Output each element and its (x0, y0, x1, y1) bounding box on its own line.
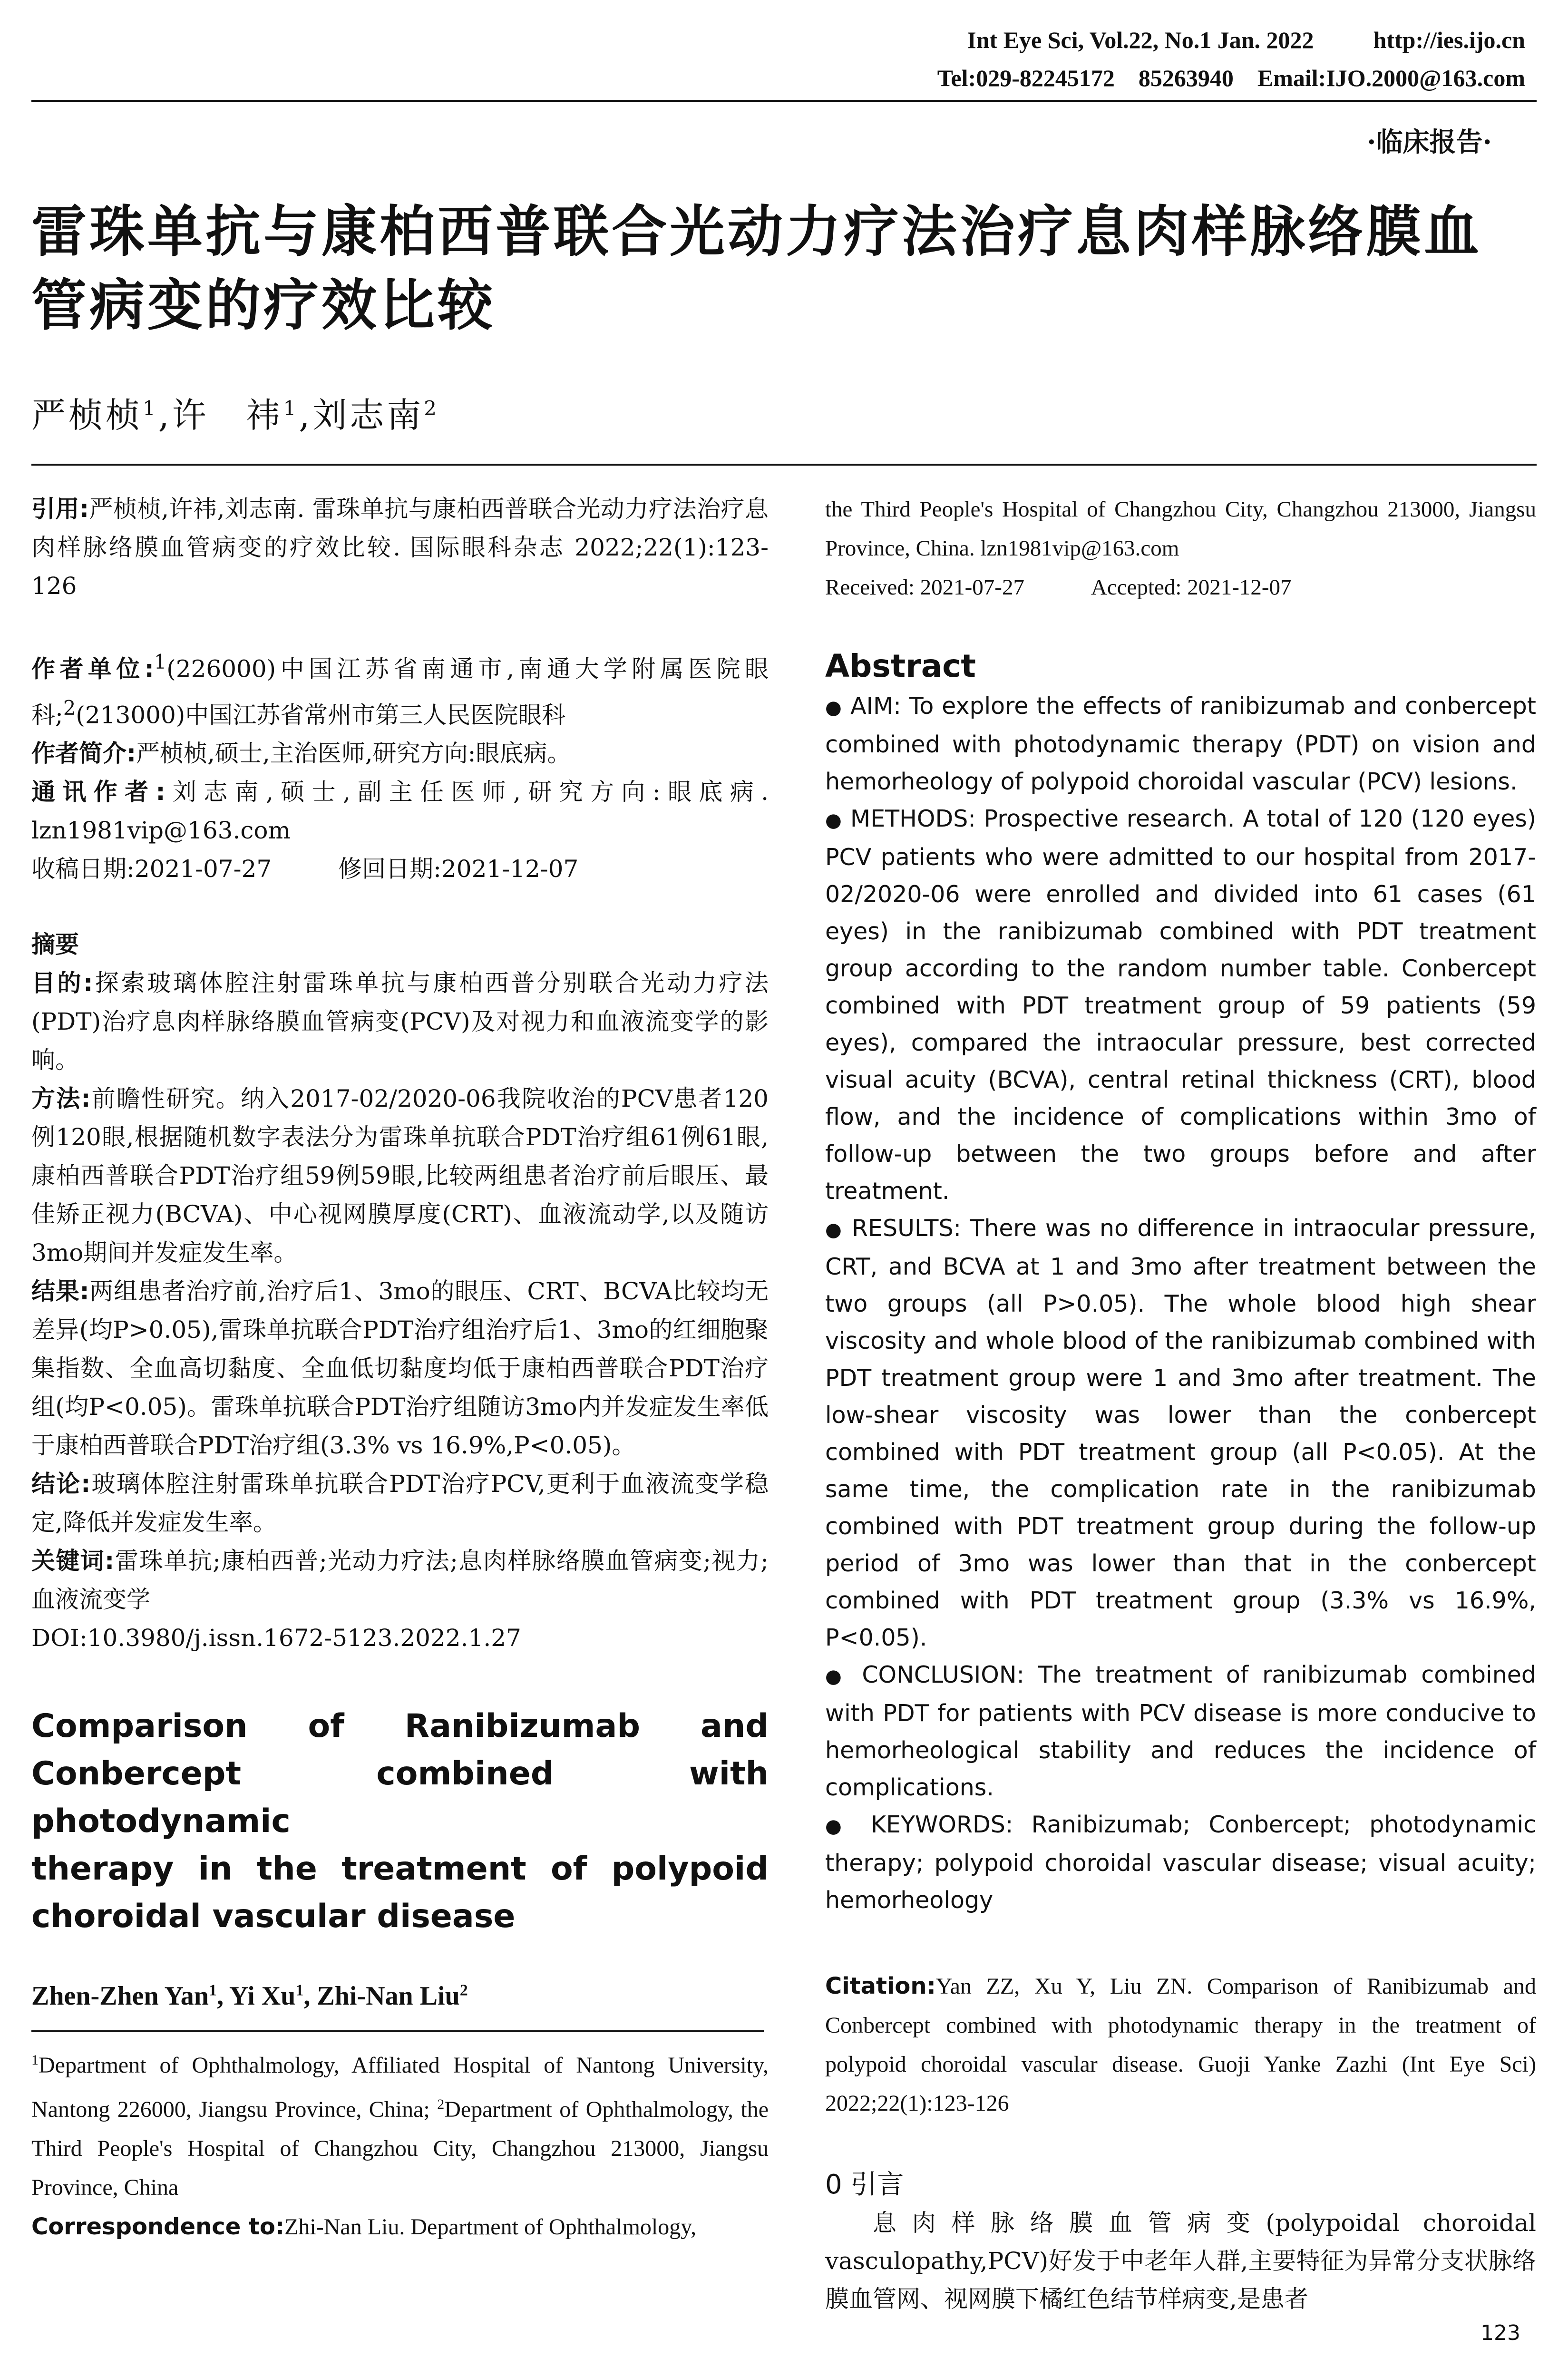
english-title: Comparison of Ranibizumab and Conbercept combined with photodynamic therapy in the treatment of polypoid choroidal vascular disease (31, 1707, 769, 1936)
journal-info-line: Int Eye Sci, Vol.22, No.1 Jan. 2022 http://ies.ijo.cn (967, 27, 1525, 53)
abstract-aim-cn: 目的:探索玻璃体腔注射雷珠单抗与康柏西普分别联合光动力疗法(PDT)治疗息肉样脉络膜血管病变(PCV)及对视力和血液流变学的影响。 (31, 969, 769, 1074)
abstract-conclusion: ● CONCLUSION: The treatment of ranibizumab combined with PDT for patients with PCV disease is more conducive to hemorheological stability and reduces the incidence of complications. (825, 1661, 1537, 1801)
english-dates: Received: 2021-07-27 Accepted: 2021-12-07 (825, 575, 1292, 600)
author-name: ,许 祎 (158, 395, 283, 435)
author-list (31, 388, 439, 437)
article-title: 雷珠单抗与康柏西普联合光动力疗法治疗息肉样脉络膜血管病变的疗效比较 (31, 200, 1482, 338)
author-affil-mark: 2 (424, 397, 439, 420)
affiliation-cn: 作者单位:$^1$(226000)中国江苏省南通市,南通大学附属医院眼科;$^2$(213000)中国江苏省常州市第三人民医院眼科 (31, 650, 769, 729)
abstract-aim: ● AIM: To explore the effects of ranibizumab and conbercept combined with photodynamic therapy (PDT) on vision and hemorheology of polypoid choroidal vascular (PCV) lesions. (825, 692, 1537, 795)
citation-cn: 引用:严桢桢,许祎,刘志南. 雷珠单抗与康柏西普联合光动力疗法治疗息肉样脉络膜血管病变的疗效比较. 国际眼科杂志 2022;22(1):123-126 (31, 495, 769, 600)
author-affil-mark: 1 (143, 397, 158, 420)
dates-cn: 收稿日期:2021-07-27 修回日期:2021-12-07 (31, 855, 579, 883)
keywords-cn: 关键词:雷珠单抗;康柏西普;光动力疗法;息肉样脉络膜血管病变;视力;血液流变学 (31, 1547, 769, 1614)
bullet-icon: ● (825, 1666, 848, 1687)
author-name: ,刘志南 (299, 395, 424, 435)
abstract-heading: Abstract (825, 648, 976, 684)
correspondence-cn: 通讯作者:刘志南,硕士,副主任医师,研究方向:眼底病. lzn1981vip@163.com (31, 778, 769, 845)
abstract-methods: ● METHODS: Prospective research. A total of 120 (120 eyes) PCV patients who were admitted to our hospital from 2017-02/2020-06 were enrolled and divided into 61 cases (61 eyes) in the ranibizumab combined with PDT treatment group according to the random number table. Conbercept combined with PDT treatment group of 59 patients (59 eyes), compared the intraocular pressure, best corrected visual acuity (BCVA), central retinal thickness (CRT), blood flow, and the incidence of complications within 3mo of follow-up between the two groups before and after treatment. (825, 805, 1537, 1205)
english-author-list: Zhen-Zhen Yan$^1$, Yi Xu$^1$, Zhi-Nan Liu$^2$ (31, 1981, 468, 2011)
bullet-icon: ● (825, 809, 843, 831)
author-name: 严桢桢 (31, 395, 143, 435)
english-affiliation: $^1$Department of Ophthalmology, Affiliated Hospital of Nantong University, Nantong 226000, Jiangsu Province, China; $^2$Department of Ophthalmology, the Third People's Hospital of Changzhou City, Changzhou 213000, Jiangsu Province, China (31, 2052, 769, 2201)
abstract-heading-cn: 摘要 (31, 931, 79, 959)
abstract-methods-cn: 方法:前瞻性研究。纳入2017-02/2020-06我院收治的PCV患者120例120眼,根据随机数字表法分为雷珠单抗联合PDT治疗组61例61眼,康柏西普联合PDT治疗组59例59眼,比较两组患者治疗前后眼压、最佳矫正视力(BCVA)、中心视网膜厚度(CRT)、血液流动学,以及随访3mo期间并发症发生率。 (31, 1085, 769, 1267)
doi: DOI:10.3980/j.issn.1672-5123.2022.1.27 (31, 1624, 521, 1652)
bullet-icon: ● (825, 697, 843, 719)
bullet-icon: ● (825, 1815, 853, 1837)
abstract-results-cn: 结果:两组患者治疗前,治疗后1、3mo的眼压、CRT、BCVA比较均无差异(均P>0.05),雷珠单抗联合PDT治疗组治疗后1、3mo的红细胞聚集指数、全血高切黏度、全血低切黏度均低于康柏西普联合PDT治疗组(均P<0.05)。雷珠单抗联合PDT治疗组随访3mo内并发症发生率低于康柏西普联合PDT治疗组(3.3% vs 16.9%,P<0.05)。 (31, 1277, 769, 1460)
journal-contact-line: Tel:029-82245172 85263940 Email:IJO.2000@163.com (937, 65, 1525, 91)
header-divider (31, 100, 1537, 102)
author-bio-cn: 作者简介:严桢桢,硕士,主治医师,研究方向:眼底病。 (31, 740, 571, 768)
title-divider (31, 464, 1537, 466)
left-column (31, 490, 769, 2247)
abstract-conclusion-cn: 结论:玻璃体腔注射雷珠单抗联合PDT治疗PCV,更利于血液流变学稳定,降低并发症发生率。 (31, 1470, 769, 1537)
right-column (825, 490, 1536, 2318)
english-correspondence-cont: the Third People's Hospital of Changzhou City, Changzhou 213000, Jiangsu Province, China. lzn1981vip@163.com (825, 497, 1536, 561)
abstract-results: ● RESULTS: There was no difference in intraocular pressure, CRT, and BCVA at 1 and 3mo after treatment between the two groups (all P>0.05). The whole blood high shear viscosity and whole blood of the ranibizumab combined with PDT treatment group were 1 and 3mo after treatment. The low-shear viscosity was lower than the conbercept combined with PDT treatment group (all P<0.05). At the same time, the complication rate in the ranibizumab combined with PDT treatment group during the follow-up period of 3mo was lower than that in the conbercept combined with PDT treatment group (3.3% vs 16.9%, P<0.05). (825, 1215, 1537, 1651)
bullet-icon: ● (825, 1219, 843, 1241)
english-citation: Citation:Yan ZZ, Xu Y, Liu ZN. Comparison of Ranibizumab and Conbercept combined with photodynamic therapy in the treatment of polypoid choroidal vascular disease. Guoji Yanke Zazhi (Int Eye Sci) 2022;22(1):123-126 (825, 1973, 1536, 2116)
abstract-keywords: ● KEYWORDS: Ranibizumab; Conbercept; photodynamic therapy; polypoid choroidal vascular disease; visual acuity; hemorheology (825, 1811, 1537, 1914)
page-number: 123 (1480, 2321, 1520, 2345)
author-affil-mark: 1 (283, 397, 299, 420)
intro-heading: 0 引言 (825, 2169, 904, 2200)
intro-paragraph: 息肉样脉络膜血管病变(polypoidal choroidal vasculopathy,PCV)好发于中老年人群,主要特征为异常分支状脉络膜血管网、视网膜下橘红色结节样病变,是患者 (825, 2209, 1536, 2313)
section-label: ·临床报告· (1367, 127, 1492, 158)
affiliation-divider (31, 2030, 764, 2032)
english-correspondence: Correspondence to:Zhi-Nan Liu. Department of Ophthalmology, (31, 2213, 697, 2241)
